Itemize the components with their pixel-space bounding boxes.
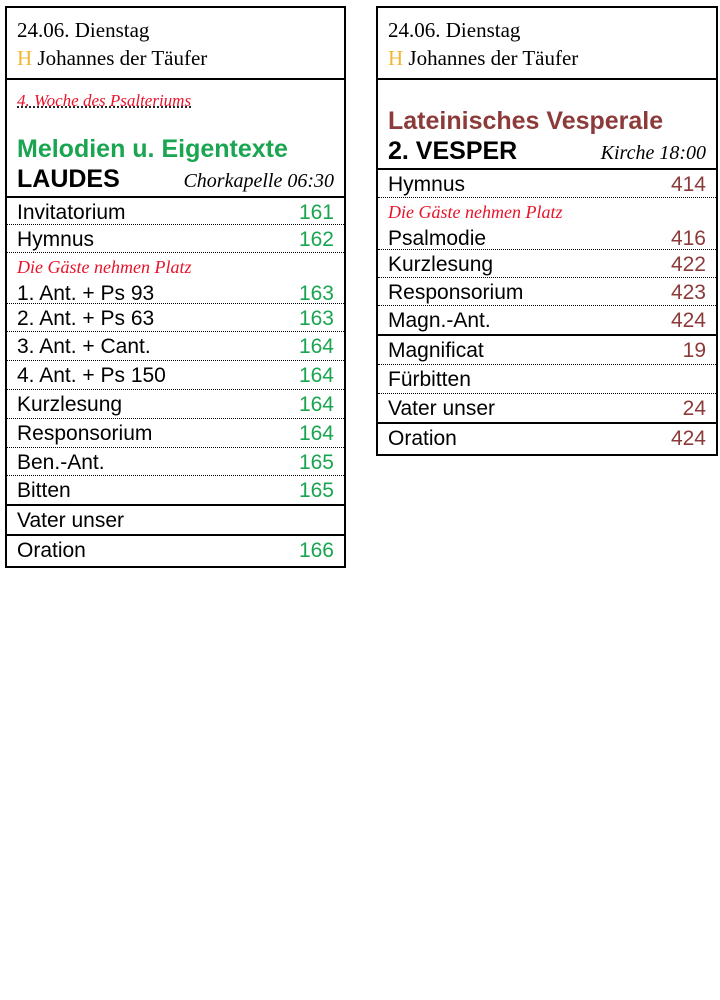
item-page: 166 [298, 539, 334, 562]
list-item [7, 390, 344, 419]
feast-line [388, 44, 706, 72]
list-item [7, 506, 344, 536]
item-label: Kurzlesung [388, 253, 494, 276]
day-header [7, 8, 344, 80]
item-label: Bitten [17, 479, 71, 502]
list-item [7, 304, 344, 332]
list-item [378, 250, 716, 278]
item-page: 165 [298, 479, 334, 502]
item-page: 165 [298, 451, 334, 474]
item-label: Magnificat [388, 339, 484, 362]
rank-letter: H [17, 46, 33, 70]
item-page: 163 [298, 282, 334, 305]
item-label: 3. Ant. + Cant. [17, 335, 151, 358]
item-label: Fürbitten [388, 368, 471, 391]
item-label: Oration [17, 539, 86, 562]
office-name: 2. VESPER [388, 137, 518, 165]
item-label: Vater unser [388, 397, 495, 420]
item-label: Responsorium [388, 281, 524, 304]
list-item [378, 306, 716, 336]
item-page: 416 [670, 227, 706, 250]
item-label: Hymnus [17, 228, 95, 251]
item-page: 164 [298, 393, 334, 416]
guest-note: Die Gäste nehmen Platz [7, 252, 344, 279]
feast-name: Johannes der Täufer [37, 46, 208, 70]
item-label: Vater unser [17, 509, 124, 532]
book-title: Melodien u. Eigentexte [17, 135, 288, 163]
list-item [7, 279, 344, 304]
item-label: Magn.-Ant. [388, 309, 491, 332]
list-item [7, 361, 344, 390]
list-item [7, 476, 344, 506]
item-page: 24 [682, 397, 706, 420]
item-page: 424 [670, 309, 706, 332]
item-label: 1. Ant. + Ps 93 [17, 282, 155, 305]
item-label: Oration [388, 427, 457, 450]
date-label: 24.06. Dienstag [388, 18, 521, 42]
list-item [7, 198, 344, 225]
list-item [7, 448, 344, 476]
list-item [378, 224, 716, 250]
date-label: 24.06. Dienstag [17, 18, 150, 42]
list-item [378, 365, 716, 394]
feast-name: Johannes der Täufer [408, 46, 579, 70]
item-page: 424 [670, 427, 706, 450]
list-item [378, 394, 716, 424]
feast-line [17, 44, 334, 72]
item-label: Hymnus [388, 173, 466, 196]
item-page: 423 [670, 281, 706, 304]
day-header [378, 8, 716, 80]
item-page: 19 [682, 339, 706, 362]
item-page: 422 [670, 253, 706, 276]
psalter-week: 4. Woche des Psalteriums [17, 91, 192, 110]
item-page: 164 [298, 364, 334, 387]
item-label: Psalmodie [388, 227, 487, 250]
list-item [7, 419, 344, 448]
order-list [378, 168, 716, 454]
office-place-time: Chorkapelle 06:30 [183, 170, 334, 192]
item-label: 4. Ant. + Ps 150 [17, 364, 166, 387]
list-item [378, 336, 716, 365]
vesper-card [376, 6, 718, 456]
item-label: Kurzlesung [17, 393, 123, 416]
item-label: Ben.-Ant. [17, 451, 105, 474]
list-item [7, 332, 344, 361]
list-item [378, 170, 716, 197]
item-label: 2. Ant. + Ps 63 [17, 307, 155, 330]
item-page: 161 [298, 201, 334, 224]
item-page: 164 [298, 335, 334, 358]
list-item [378, 424, 716, 454]
list-item [7, 536, 344, 566]
office-name: LAUDES [17, 165, 120, 193]
item-label: Invitatorium [17, 201, 126, 224]
office-line [378, 136, 716, 168]
item-page: 414 [670, 173, 706, 196]
list-item [378, 278, 716, 306]
laudes-card [5, 6, 346, 568]
office-place-time: Kirche 18:00 [600, 142, 706, 164]
guest-note: Die Gäste nehmen Platz [378, 197, 716, 224]
rank-letter: H [388, 46, 404, 70]
book-title: Lateinisches Vesperale [388, 107, 664, 135]
order-list [7, 196, 344, 566]
list-item [7, 225, 344, 252]
office-line [7, 164, 344, 196]
item-label: Responsorium [17, 422, 153, 445]
item-page: 163 [298, 307, 334, 330]
item-page: 162 [298, 228, 334, 251]
item-page: 164 [298, 422, 334, 445]
